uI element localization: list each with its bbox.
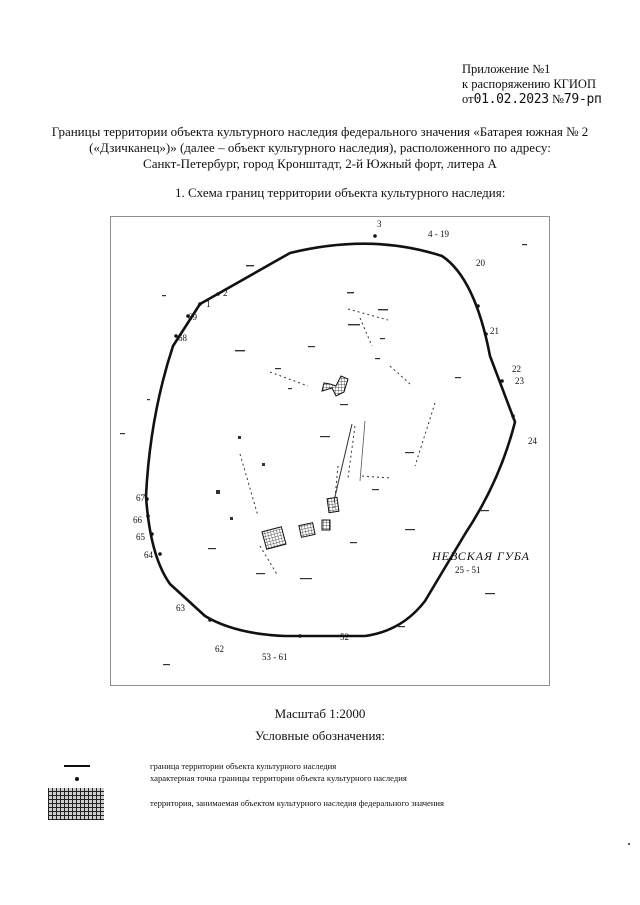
title-line-3: Санкт-Петербург, город Кронштадт, 2-й Южный форт, литера А [143,156,497,171]
boundary-point [158,552,162,556]
point-label: 69 [188,312,197,322]
boundary-point [145,497,149,501]
appendix-line-3 [462,92,602,107]
boundary-point [198,302,202,306]
legend-item-object: территория, занимаемая объектом культурного наследия федерального значения [150,798,444,808]
heritage-object [322,376,348,396]
boundary-point [146,514,150,518]
water-area-label: НЕВСКАЯ ГУБА [432,549,530,563]
boundary-point [373,234,377,238]
heritage-object [262,527,286,550]
territory-boundary-line [146,244,515,636]
point-label: 63 [176,603,185,613]
point-label: 23 [515,376,524,386]
point-label: 68 [178,333,187,343]
appendix-date: 01.02.2023 [473,92,549,107]
appendix-date-prefix: от [462,92,474,106]
point-label: 53 - 61 [262,652,288,662]
point-label: 65 [136,532,145,542]
point-label: 25 - 51 [455,565,481,575]
legend-point-symbol [75,777,79,781]
boundary-point [500,379,504,383]
point-label: 4 - 19 [428,229,449,239]
point-label: 62 [215,644,224,654]
appendix-line-2: к распоряжению КГИОП [462,77,596,91]
point-label: 2 [223,288,228,298]
heritage-object [322,520,330,530]
boundary-map [110,216,550,686]
legend-boundary-line-symbol [64,765,90,767]
boundary-point-labels [133,219,538,662]
point-label: 66 [133,515,142,525]
map-frame [111,217,550,686]
appendix-line-1: Приложение №1 [462,62,551,76]
section-heading: 1. Схема границ территории объекта культурного наследия: [175,185,506,200]
boundary-point [216,292,220,296]
appendix-number: 79-рп [563,92,602,107]
appendix-block [462,62,602,107]
point-label: 24 [528,436,537,446]
point-label: 20 [476,258,485,268]
heritage-object [299,523,315,538]
title-line-2: («Дзичканец»)» (далее – объект культурного наследия), расположенного по адресу: [89,140,551,155]
legend-item-boundary: граница территории объекта культурного наследия [150,761,337,771]
point-label: 1 [206,299,211,309]
map-legend [48,758,608,828]
boundary-point [298,634,302,638]
point-label: 21 [490,326,499,336]
point-label: 52 [340,632,349,642]
point-label: 3 [377,219,382,229]
point-label: 22 [512,364,521,374]
boundary-point [484,332,488,336]
boundary-point [511,414,515,418]
boundary-point [150,532,154,536]
heritage-object-footprints [262,376,348,549]
title-line-1: Границы территории объекта культурного наследия федерального значения «Батарея южная № 2 [51,124,589,139]
map-scale: Масштаб 1:2000 [274,706,366,721]
heritage-object [327,497,339,512]
document-title [40,124,600,172]
point-label: 67 [136,493,145,503]
legend-object-hatch-symbol [48,788,104,820]
legend-item-point: характерная точка границы территории объекта культурного наследия [150,773,407,783]
pier-line [334,424,352,501]
appendix-number-sign: № [551,92,564,106]
page-mark [628,843,630,845]
legend-title: Условные обозначения: [254,728,386,743]
pier-line [360,421,365,481]
point-label: 64 [144,550,153,560]
boundary-point [476,304,480,308]
boundary-point [208,618,212,622]
